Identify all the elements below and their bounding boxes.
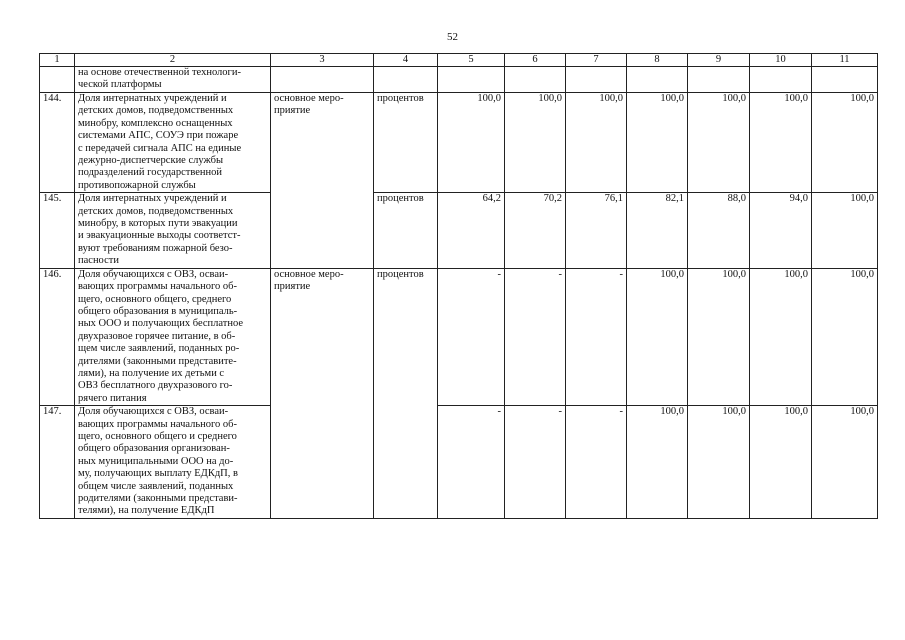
- value-cell: 100,0: [812, 193, 878, 268]
- value-cell: -: [566, 268, 627, 405]
- value-cell: 100,0: [566, 93, 627, 193]
- indicator-name-cell: [75, 268, 271, 405]
- value-cell: [627, 67, 688, 93]
- type-cell: [271, 93, 374, 269]
- header-cell: 1: [40, 54, 75, 67]
- name-line: Доля интернатных учреждений и: [78, 93, 227, 104]
- name-line: дителями (законными представите-: [78, 355, 237, 367]
- header-cell: 11: [812, 54, 878, 67]
- name-line: минобру, в которых пути эвакуации: [78, 218, 238, 230]
- row-number: 146.: [40, 268, 75, 405]
- value-cell: 76,1: [566, 193, 627, 268]
- name-line: двухразовое горячее питание, в об-: [78, 330, 236, 342]
- header-cell: 7: [566, 54, 627, 67]
- type-line: приятие: [274, 105, 311, 117]
- value-cell: 100,0: [688, 406, 750, 519]
- header-cell: 4: [374, 54, 438, 67]
- name-line: родителями (законными представи-: [78, 493, 238, 504]
- name-line: общего образования организован-: [78, 443, 230, 455]
- value-cell: 100,0: [750, 406, 812, 519]
- header-cell: 3: [271, 54, 374, 67]
- value-cell: 100,0: [627, 406, 688, 519]
- value-cell: 100,0: [438, 93, 505, 193]
- value-cell: [688, 67, 750, 93]
- name-line: дежурно-диспетчерские службы: [78, 155, 223, 167]
- header-cell: 9: [688, 54, 750, 67]
- name-line: телями), на получение ЕДКдП: [78, 505, 215, 517]
- name-line: щего, основного общего, среднего: [78, 293, 232, 305]
- name-line: ных муниципальными ООО на до-: [78, 455, 234, 467]
- header-row: [40, 54, 878, 67]
- table-row: [40, 268, 878, 405]
- table-row: [40, 406, 878, 519]
- value-cell: 94,0: [750, 193, 812, 268]
- name-line: минобру, комплексно оснащенных: [78, 117, 233, 129]
- name-line: ОВЗ бесплатного двухразового го-: [78, 380, 233, 392]
- value-cell: [750, 67, 812, 93]
- name-line: детских домов, подведомственных: [78, 205, 234, 217]
- row-number: 145.: [40, 193, 75, 268]
- name-line: вающих программы начального об-: [78, 281, 238, 293]
- header-cell: 8: [627, 54, 688, 67]
- row-number-cell: [40, 67, 75, 93]
- value-cell: 100,0: [750, 93, 812, 193]
- value-cell: 100,0: [812, 268, 878, 405]
- value-cell: -: [566, 406, 627, 519]
- unit-cell: процентов: [374, 93, 438, 193]
- name-line: Доля интернатных учреждений и: [78, 193, 227, 205]
- table-row: [40, 93, 878, 193]
- name-line: Доля обучающихся с ОВЗ, осваи-: [78, 406, 229, 418]
- value-cell: 100,0: [688, 93, 750, 193]
- value-cell: [812, 67, 878, 93]
- name-line: с передачей сигнала АПС на единые: [78, 142, 242, 154]
- type-line: основное меро-: [274, 268, 344, 280]
- page-number: 52: [447, 31, 458, 43]
- value-cell: -: [505, 268, 566, 405]
- name-line: лями), на получение их детьми с: [78, 367, 225, 379]
- name-line: подразделений государственной: [78, 167, 222, 179]
- value-cell: 82,1: [627, 193, 688, 268]
- header-cell: 10: [750, 54, 812, 67]
- name-line: вуют требованиям пожарной безо-: [78, 242, 233, 254]
- name-line: на основе отечественной технологи-: [78, 67, 241, 78]
- value-cell: 100,0: [812, 93, 878, 193]
- value-cell: 100,0: [627, 268, 688, 405]
- unit-cell: процентов: [374, 268, 438, 518]
- name-line: ных ООО и получающих бесплатное: [78, 318, 244, 330]
- header-cell: 5: [438, 54, 505, 67]
- name-line: ческой платформы: [78, 79, 162, 91]
- value-cell: [505, 67, 566, 93]
- type-line: основное меро-: [274, 93, 344, 104]
- value-cell: 100,0: [505, 93, 566, 193]
- name-line: детских домов, подведомственных: [78, 105, 234, 117]
- continuation-row: [40, 67, 878, 93]
- name-line: Доля обучающихся с ОВЗ, осваи-: [78, 268, 229, 280]
- name-line: му, получающих выплату ЕДКдП, в: [78, 468, 238, 480]
- indicators-table: [39, 53, 878, 519]
- name-line: общем числе заявлений, поданных: [78, 480, 234, 492]
- value-cell: 100,0: [750, 268, 812, 405]
- value-cell: 100,0: [688, 268, 750, 405]
- value-cell: 100,0: [812, 406, 878, 519]
- name-line: рячего питания: [78, 392, 147, 404]
- name-line: системами АПС, СОУЭ при пожаре: [78, 130, 239, 142]
- value-cell: [438, 67, 505, 93]
- name-line: пасности: [78, 255, 119, 267]
- name-line: щем числе заявлений, поданных ро-: [78, 343, 240, 355]
- row-number: 144.: [40, 93, 75, 193]
- value-cell: 70,2: [505, 193, 566, 268]
- table-row: [40, 193, 878, 268]
- value-cell: 64,2: [438, 193, 505, 268]
- value-cell: -: [438, 406, 505, 519]
- value-cell: -: [505, 406, 566, 519]
- value-cell: [566, 67, 627, 93]
- type-cell: [271, 67, 374, 93]
- unit-cell: [374, 67, 438, 93]
- name-line: общего образования в муниципаль-: [78, 305, 238, 317]
- indicator-name-cell: [75, 67, 271, 93]
- row-number: 147.: [40, 406, 75, 519]
- header-cell: 2: [75, 54, 271, 67]
- indicator-name-cell: [75, 406, 271, 519]
- header-cell: 6: [505, 54, 566, 67]
- value-cell: -: [438, 268, 505, 405]
- type-cell: [271, 268, 374, 518]
- unit-cell: процентов: [374, 193, 438, 268]
- name-line: вающих программы начального об-: [78, 418, 238, 430]
- name-line: щего, основного общего и среднего: [78, 430, 237, 442]
- value-cell: 100,0: [627, 93, 688, 193]
- value-cell: 88,0: [688, 193, 750, 268]
- indicator-name-cell: [75, 93, 271, 193]
- name-line: и эвакуационные выходы соответст-: [78, 230, 241, 242]
- indicator-name-cell: [75, 193, 271, 268]
- name-line: противопожарной службы: [78, 179, 196, 191]
- type-line: приятие: [274, 281, 311, 293]
